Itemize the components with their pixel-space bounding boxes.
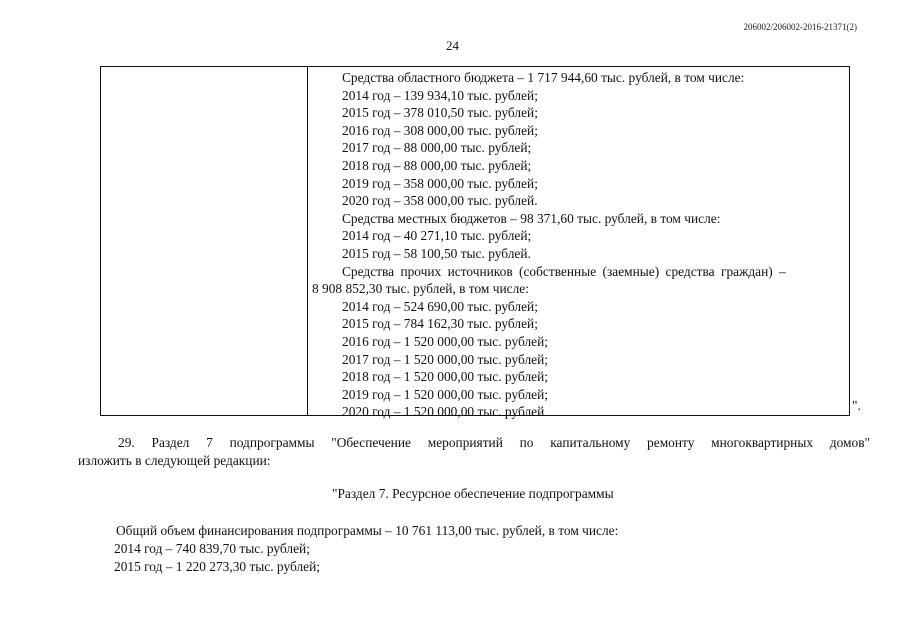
table-column-divider: [307, 66, 308, 416]
document-id: 206002/206002-2016-21371(2): [743, 22, 857, 32]
table-line: Средства местных бюджетов – 98 371,60 тыс. рублей, в том числе:: [342, 210, 721, 226]
table-line: 2017 год – 1 520 000,00 тыс. рублей;: [342, 351, 548, 367]
summary-line: 2014 год – 740 839,70 тыс. рублей;: [114, 541, 310, 556]
table-line: 2020 год – 1 520 000,00 тыс. рублей: [342, 404, 545, 420]
table-line: 2018 год – 1 520 000,00 тыс. рублей;: [342, 369, 548, 385]
table-line: 2016 год – 308 000,00 тыс. рублей;: [342, 122, 538, 138]
table-line: 2014 год – 40 271,10 тыс. рублей;: [342, 228, 532, 244]
table-line: 2015 год – 784 162,30 тыс. рублей;: [342, 316, 538, 332]
table-line: 2015 год – 58 100,50 тыс. рублей.: [342, 245, 531, 261]
summary-line: 2015 год – 1 220 273,30 тыс. рублей;: [114, 559, 320, 574]
table-line: Средства прочих источников (собственные (заемные) средства граждан) –: [342, 263, 786, 279]
table-line: 8 908 852,30 тыс. рублей, в том числе:: [312, 281, 529, 297]
table-line: 2018 год – 88 000,00 тыс. рублей;: [342, 157, 532, 173]
table-line: 2020 год – 358 000,00 тыс. рублей.: [342, 193, 538, 209]
table-line: 2017 год – 88 000,00 тыс. рублей;: [342, 140, 532, 156]
table-line: 2014 год – 139 934,10 тыс. рублей;: [342, 87, 538, 103]
funding-summary: [116, 522, 618, 576]
table-close-quote: ".: [852, 398, 861, 413]
section-title: "Раздел 7. Ресурсное обеспечение подпрограммы: [332, 486, 614, 501]
amendment-paragraph: [78, 434, 870, 470]
table-line: 2016 год – 1 520 000,00 тыс. рублей;: [342, 333, 548, 349]
table-cell-funding: [312, 69, 842, 421]
paragraph-line: изложить в следующей редакции:: [78, 453, 271, 468]
table-line: 2014 год – 524 690,00 тыс. рублей;: [342, 298, 538, 314]
table-line: Средства областного бюджета – 1 717 944,60 тыс. рублей, в том числе:: [342, 70, 745, 85]
paragraph-line: 29. Раздел 7 подпрограммы "Обеспечение мероприятий по капитальному ремонту многоквартирных домов": [118, 435, 870, 450]
page-number: 24: [446, 38, 459, 53]
table-line: 2015 год – 378 010,50 тыс. рублей;: [342, 105, 538, 121]
table-line: 2019 год – 358 000,00 тыс. рублей;: [342, 175, 538, 191]
table-line: 2019 год – 1 520 000,00 тыс. рублей;: [342, 386, 548, 402]
summary-line: Общий объем финансирования подпрограммы – 10 761 113,00 тыс. рублей, в том числе:: [116, 523, 619, 538]
